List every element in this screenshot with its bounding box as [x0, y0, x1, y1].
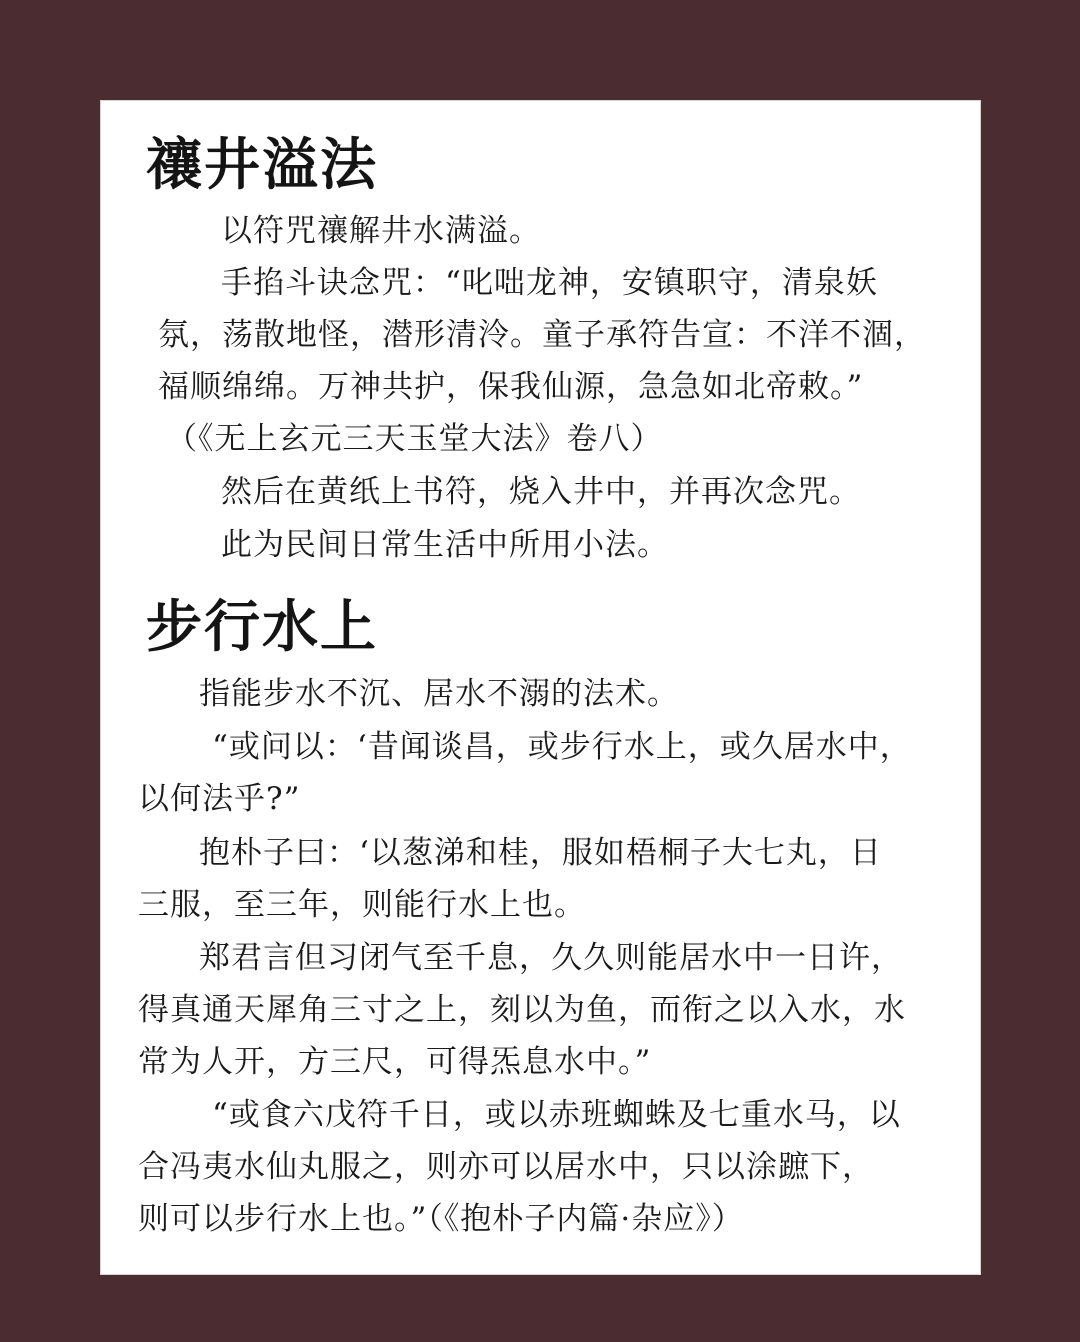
section2-line-3: 以何法乎?”: [138, 781, 301, 817]
section1-line-5: （《无上玄元三天玉堂大法》卷八）: [166, 421, 663, 457]
section2-line-5: 三服，至三年，则能行水上也。: [138, 887, 586, 923]
section-title-1: 禳井溢法: [146, 132, 378, 198]
section2-line-2: “或问以：‘昔闻谈昌，或步行水上，或久居水中，: [212, 729, 912, 765]
section2-line-9: “或食六戊符千日，或以赤班蜘蛛及七重水马，以: [212, 1097, 901, 1133]
section-title-2: 步行水上: [146, 594, 378, 660]
section2-line-1: 指能步水不沉、居水不溺的法术。: [199, 676, 679, 712]
section2-line-7: 得真通天犀角三寸之上，刻以为鱼，而衔之以入水，水: [138, 992, 906, 1028]
section1-line-4: 福顺绵绵。万神共护，保我仙源，急急如北帝敕。”: [158, 369, 864, 405]
section1-line-6: 然后在黄纸上书符，烧入井中，并再次念咒。: [221, 474, 861, 510]
section2-line-10: 合冯夷水仙丸服之，则亦可以居水中，只以涂蹠下，: [138, 1149, 874, 1185]
section2-line-6: 郑君言但习闭气至千息，久久则能居水中一日许，: [199, 940, 903, 976]
section1-line-1: 以符咒禳解井水满溢。: [221, 213, 541, 249]
section1-line-7: 此为民间日常生活中所用小法。: [221, 527, 669, 563]
section2-line-4: 抱朴子曰：‘以葱涕和桂，服如梧桐子大七丸，日: [199, 835, 882, 871]
section1-line-3: 氛，荡散地怪，潜形清泠。童子承符告宣：不洋不涸，: [158, 317, 926, 353]
section1-line-2: 手掐斗诀念咒：“叱咄龙神，安镇职守，清泉妖: [221, 265, 878, 301]
section2-line-8: 常为人开，方三尺，可得炁息水中。”: [138, 1044, 652, 1080]
section2-line-11: 则可以步行水上也。”（《抱朴子内篇·杂应》）: [138, 1201, 744, 1237]
